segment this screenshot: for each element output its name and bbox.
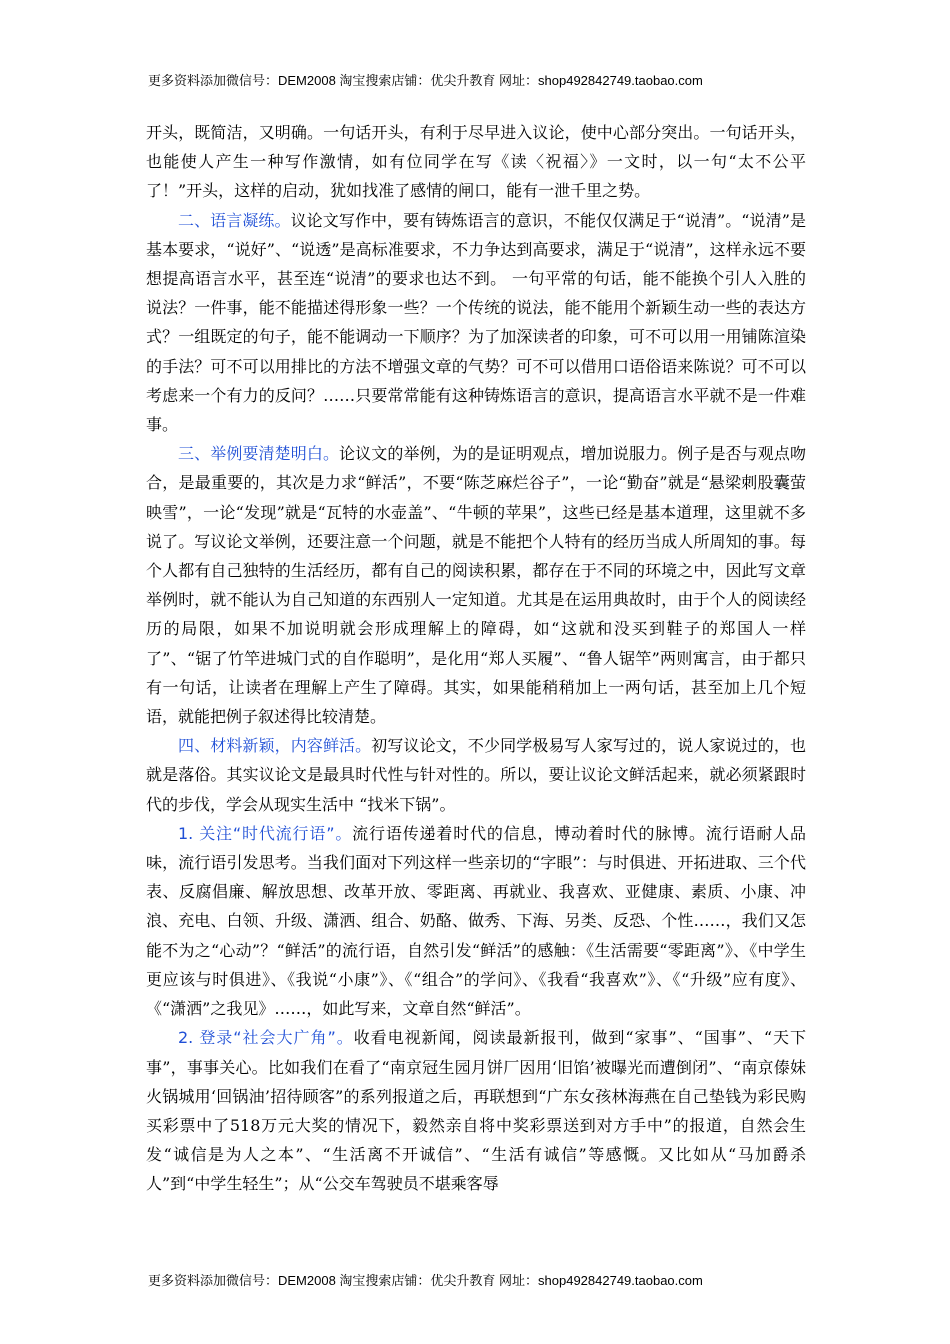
article-body [146,118,806,1199]
paragraph-section-4 [146,731,806,819]
section-heading-material: 四、材料新颖，内容鲜活。 [178,736,372,756]
subsection-heading-buzzwords: 1. 关注“时代流行语”。 [178,823,353,843]
page-footer: 更多资料添加微信号：DEM2008 淘宝搜索店铺：优尖升教育 网址：shop492842749.taobao.com [148,1273,703,1288]
subsection-heading-society: 2. 登录“社会大广角”。 [178,1028,354,1048]
section-text-material: 初写议论文，不少同学极易写人家写过的，说人家说过的，也就是落俗。其实议论文是最具时代性与针对性的。所以，要让议论文鲜活起来，就必须紧跟时代的步伐，学会从现实生活中 “找米下锅”。 [146,736,806,814]
paragraph-section-2 [146,206,806,440]
section-heading-language: 二、语言凝练。 [178,210,291,230]
subsection-text-buzzwords: 流行语传递着时代的信息，博动着时代的脉博。流行语耐人品味，流行语引发思考。当我们面对下列这样一些亲切的“字眼”：与时俱进、开拓进取、三个代表、反腐倡廉、解放思想、改革开放、零距离、再就业、我喜欢、亚健康、素质、小康、冲浪、充电、白领、升级、潇洒、组合、奶酪、做秀、下海、另类、反恐、个性……，我们又怎能不为之“心动”？“鲜活”的流行语，自然引发“鲜活”的感触：《生活需要“零距离”》、《中学生更应该与时俱进》、《我说“小康”》、《“组合”的学问》、《我看“我喜欢”》、《“升级”应有度》、《“潇洒”之我见》……，如此写来，文章自然“鲜活”。 [146,823,806,1019]
subsection-text-society: 收看电视新闻，阅读最新报刊，做到“家事”、“国事”、“天下事”，事事关心。比如我们在看了“南京冠生园月饼厂因用‘旧馅’被曝光而遭倒闭”、“南京傣妹火锅城用‘回锅油’招待顾客”的系列报道之后，再联想到“广东女孩林海燕在自己垫钱为彩民购买彩票中了518万元大奖的情况下，毅然亲自将中奖彩票送到对方手中”的报道，自然会生发“诚信是为人之本”、“生活离不开诚信”、“生活有诚信”等感慨。又比如从“马加爵杀人”到“中学生轻生”；从“公交车驾驶员不堪乘客辱 [146,1028,806,1194]
paragraph-section-3 [146,439,806,731]
section-heading-examples: 三、举例要清楚明白。 [178,444,340,464]
section-text-language: 议论文写作中，要有铸炼语言的意识，不能仅仅满足于“说清”。“说清”是基本要求，“说好”、“说透”是高标准要求，不力争达到高要求，满足于“说清”，这样永远不要想提高语言水平，甚至连“说清”的要求也达不到。 一句平常的句话，能不能换个引人入胜的说法？一件事，能不能描述得形象一些？一个传统的说法，能不能用个新颖生动一些的表达方式？一组既定的句子，能不能调动一下顺序？为了加深读者的印象，可不可以用一用铺陈渲染的手法？可不可以用排比的方法不增强文章的气势？可不可以借用口语俗语来陈说？可不可以考虑来一个有力的反问？……只要常常能有这种铸炼语言的意识，提高语言水平就不是一件难事。 [146,210,806,435]
paragraph-intro: 开头，既简洁，又明确。一句话开头，有利于尽早进入议论，使中心部分突出。一句话开头，也能使人产生一种写作激情，如有位同学在写《读〈祝福〉》一文时，以一句“太不公平了！”开头，这样的启动，犹如找准了感情的闸口，能有一泄千里之势。 [146,123,806,201]
paragraph-section-4-2 [146,1023,806,1198]
section-text-examples: 论议文的举例，为的是证明观点，增加说服力。例子是否与观点吻合，是最重要的，其次是力求“鲜活”，不要“陈芝麻烂谷子”，一论“勤奋”就是“悬梁刺股囊萤映雪”，一论“发现”就是“瓦特的水壶盖”、“牛顿的苹果”，这些已经是基本道理，这里就不多说了。写议论文举例，还要注意一个问题，就是不能把个人特有的经历当成人所周知的事。每个人都有自己独特的生活经历，都有自己的阅读积累，都存在于不同的环境之中，因此写文章举例时，就不能认为自己知道的东西别人一定知道。尤其是在运用典故时，由于个人的阅读经历的局限，如果不加说明就会形成理解上的障碍，如“这就和没买到鞋子的郑国人一样了”、“锯了竹竿进城门式的自作聪明”，是化用“郑人买履”、“鲁人锯竿”两则寓言，由于都只有一句话，让读者在理解上产生了障碍。其实，如果能稍稍加上一两句话，甚至加上几个短语，就能把例子叙述得比较清楚。 [146,444,806,727]
paragraph-section-4-1 [146,819,806,1023]
page-header: 更多资料添加微信号：DEM2008 淘宝搜索店铺：优尖升教育 网址：shop492842749.taobao.com [148,73,703,88]
